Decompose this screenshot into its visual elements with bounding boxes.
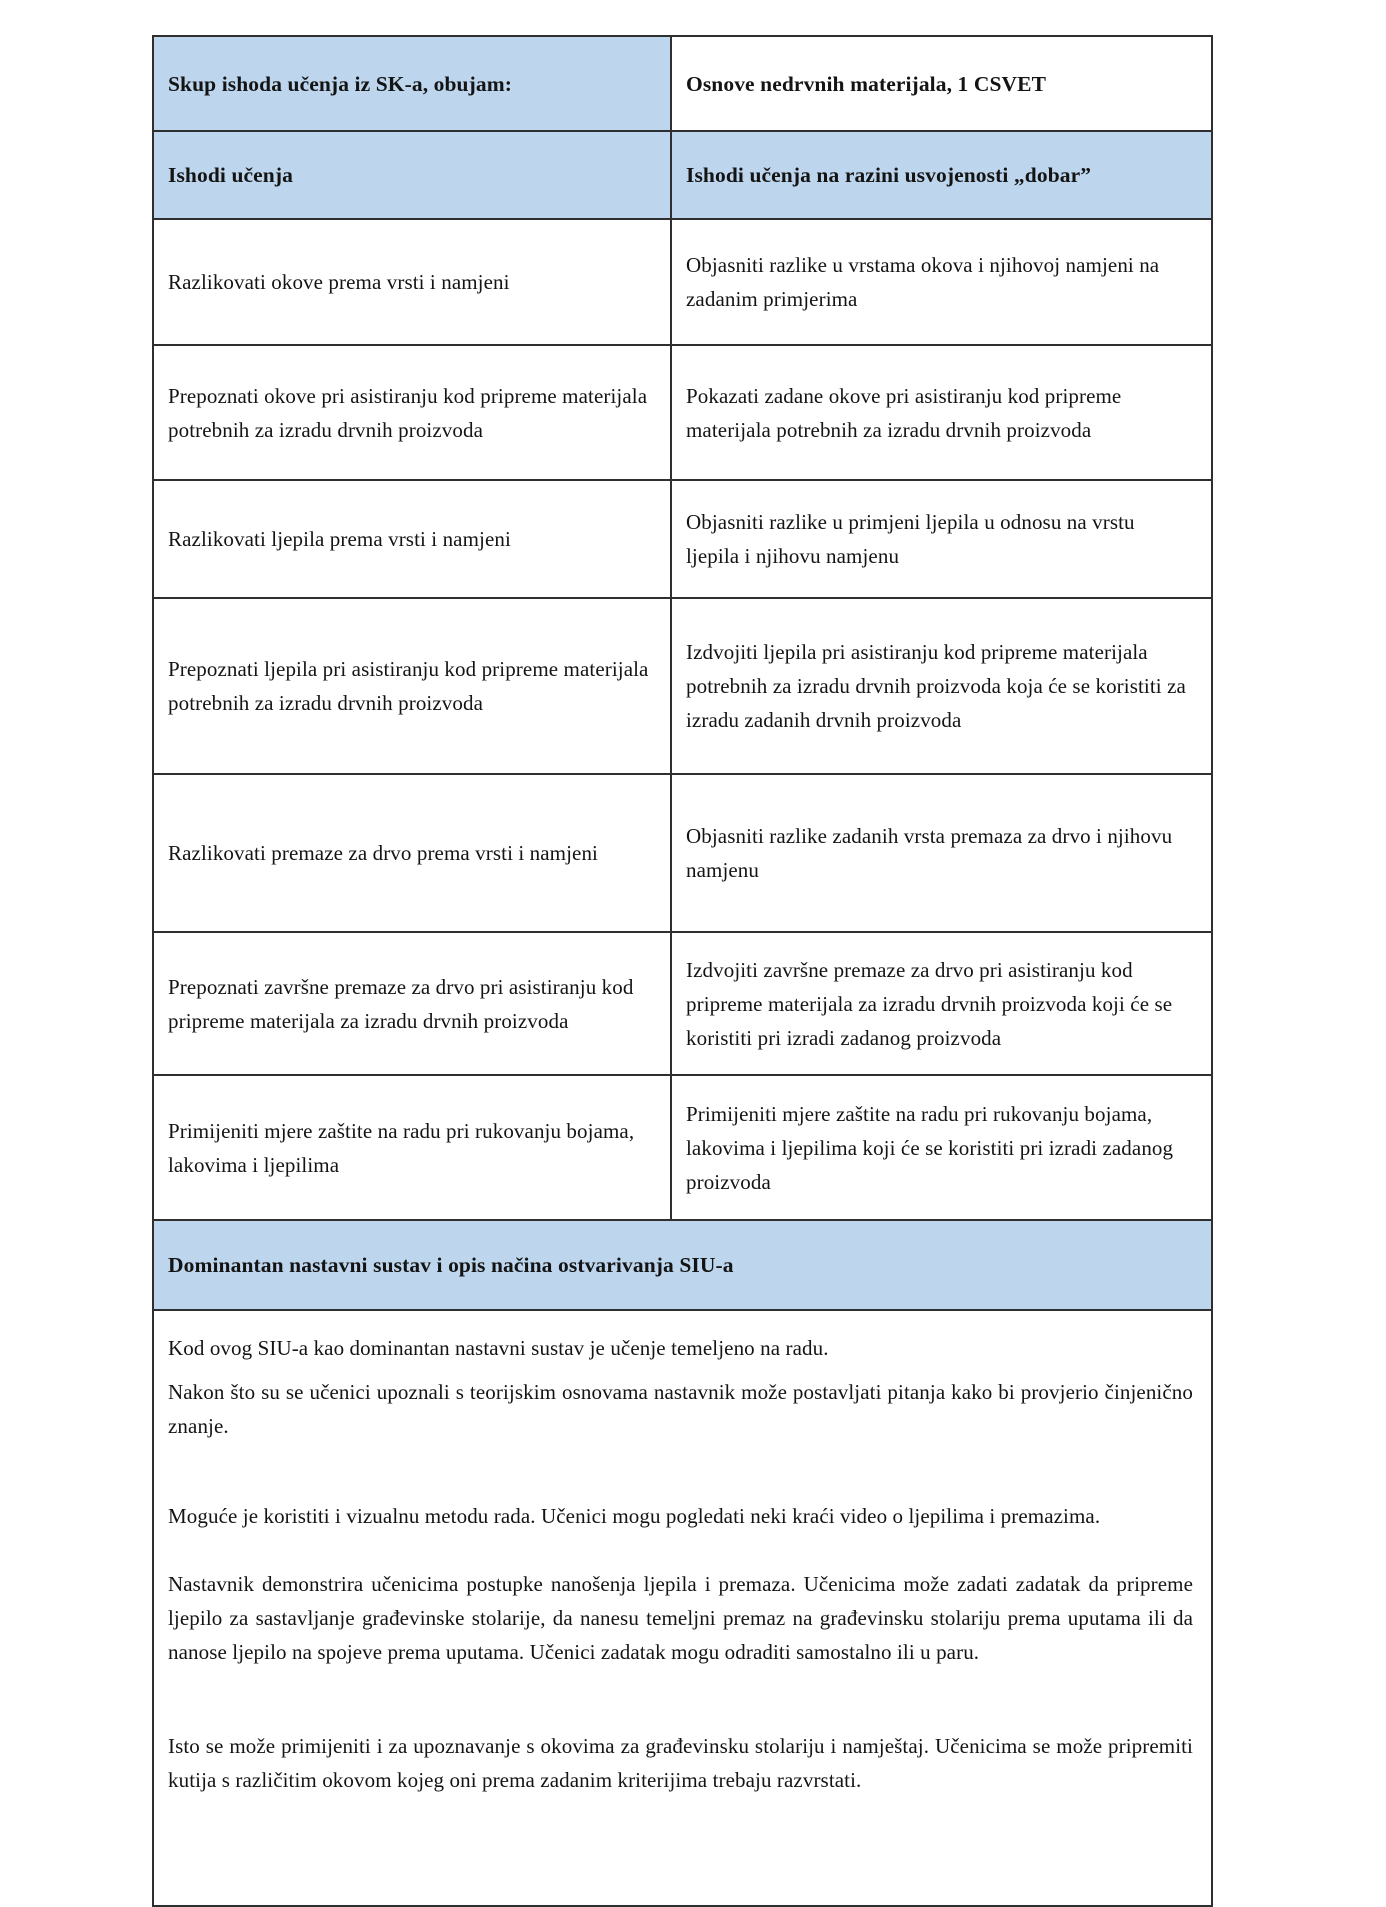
table-row (153, 219, 1212, 345)
outcome-level-cell: Objasniti razlike zadanih vrsta premaza za drvo i njihovu namjenu (671, 774, 1212, 932)
outcome-cell: Primijeniti mjere zaštite na radu pri rukovanju bojama, lakovima i ljepilima (153, 1075, 671, 1220)
description-paragraph: Nastavnik demonstrira učenicima postupke nanošenja ljepila i premaza. Učenicima može zadati zadatak da pripreme ljepilo za sastavljanje građevinske stolarije, da nanesu temeljni premaz na građevinsku stolariju prema uputama ili da nanose ljepilo na spojeve prema uputama. Učenici zadatak mogu odraditi samostalno ili u paru. (168, 1572, 1193, 1664)
outcome-cell: Razlikovati premaze za drvo prema vrsti i namjeni (153, 774, 671, 932)
table-row (153, 932, 1212, 1075)
outcome-level-cell: Objasniti razlike u primjeni ljepila u odnosu na vrstu ljepila i njihovu namjenu (671, 480, 1212, 598)
description-paragraph: Moguće je koristiti i vizualnu metodu rada. Učenici mogu pogledati neki kraći video o ljepilima i premazima. (168, 1504, 1101, 1528)
description-row (153, 1310, 1212, 1906)
description-paragraph: Nakon što su se učenici upoznali s teorijskim osnovama nastavnik može postavljati pitanja kako bi provjerio činjenično znanje. (168, 1380, 1193, 1438)
section-header: Dominantan nastavni sustav i opis načina ostvarivanja SIU-a (153, 1220, 1212, 1310)
learning-outcomes-table (152, 35, 1213, 1907)
table-header-row (153, 36, 1212, 131)
header-cell-label: Skup ishoda učenja iz SK-a, obujam: (153, 36, 671, 131)
outcome-cell: Prepoznati okove pri asistiranju kod pripreme materijala potrebnih za izradu drvnih proizvoda (153, 345, 671, 480)
description-paragraph: Isto se može primijeniti i za upoznavanje s okovima za građevinsku stolariju i namještaj. Učenicima se može pripremiti kutija s različitim okovom kojeg oni prema zadanim kriterijima trebaju razvrstati. (168, 1734, 1193, 1792)
table-row (153, 598, 1212, 774)
outcome-level-cell: Pokazati zadane okove pri asistiranju kod pripreme materijala potrebnih za izradu drvnih proizvoda (671, 345, 1212, 480)
column-title-outcomes-level: Ishodi učenja na razini usvojenosti „dobar” (671, 131, 1212, 219)
outcome-cell: Razlikovati okove prema vrsti i namjeni (153, 219, 671, 345)
outcome-cell: Prepoznati završne premaze za drvo pri asistiranju kod pripreme materijala za izradu drvnih proizvoda (153, 932, 671, 1075)
outcome-cell: Razlikovati ljepila prema vrsti i namjeni (153, 480, 671, 598)
outcome-level-cell: Objasniti razlike u vrstama okova i njihovoj namjeni na zadanim primjerima (671, 219, 1212, 345)
table-row (153, 1075, 1212, 1220)
section-header-row (153, 1220, 1212, 1310)
description-paragraph: Kod ovog SIU-a kao dominantan nastavni sustav je učenje temeljeno na radu. (168, 1336, 829, 1360)
table-row (153, 774, 1212, 932)
column-titles-row (153, 131, 1212, 219)
outcome-level-cell: Izdvojiti ljepila pri asistiranju kod pripreme materijala potrebnih za izradu drvnih proizvoda koja će se koristiti za izradu zadanih drvnih proizvoda (671, 598, 1212, 774)
outcome-cell: Prepoznati ljepila pri asistiranju kod pripreme materijala potrebnih za izradu drvnih proizvoda (153, 598, 671, 774)
header-cell-value: Osnove nedrvnih materijala, 1 CSVET (671, 36, 1212, 131)
column-title-outcomes: Ishodi učenja (153, 131, 671, 219)
description-cell (153, 1310, 1212, 1906)
outcome-level-cell: Izdvojiti završne premaze za drvo pri asistiranju kod pripreme materijala za izradu drvnih proizvoda koji će se koristiti pri izradi zadanog proizvoda (671, 932, 1212, 1075)
outcome-level-cell: Primijeniti mjere zaštite na radu pri rukovanju bojama, lakovima i ljepilima koji će se koristiti pri izradi zadanog proizvoda (671, 1075, 1212, 1220)
table-row (153, 345, 1212, 480)
table-row (153, 480, 1212, 598)
